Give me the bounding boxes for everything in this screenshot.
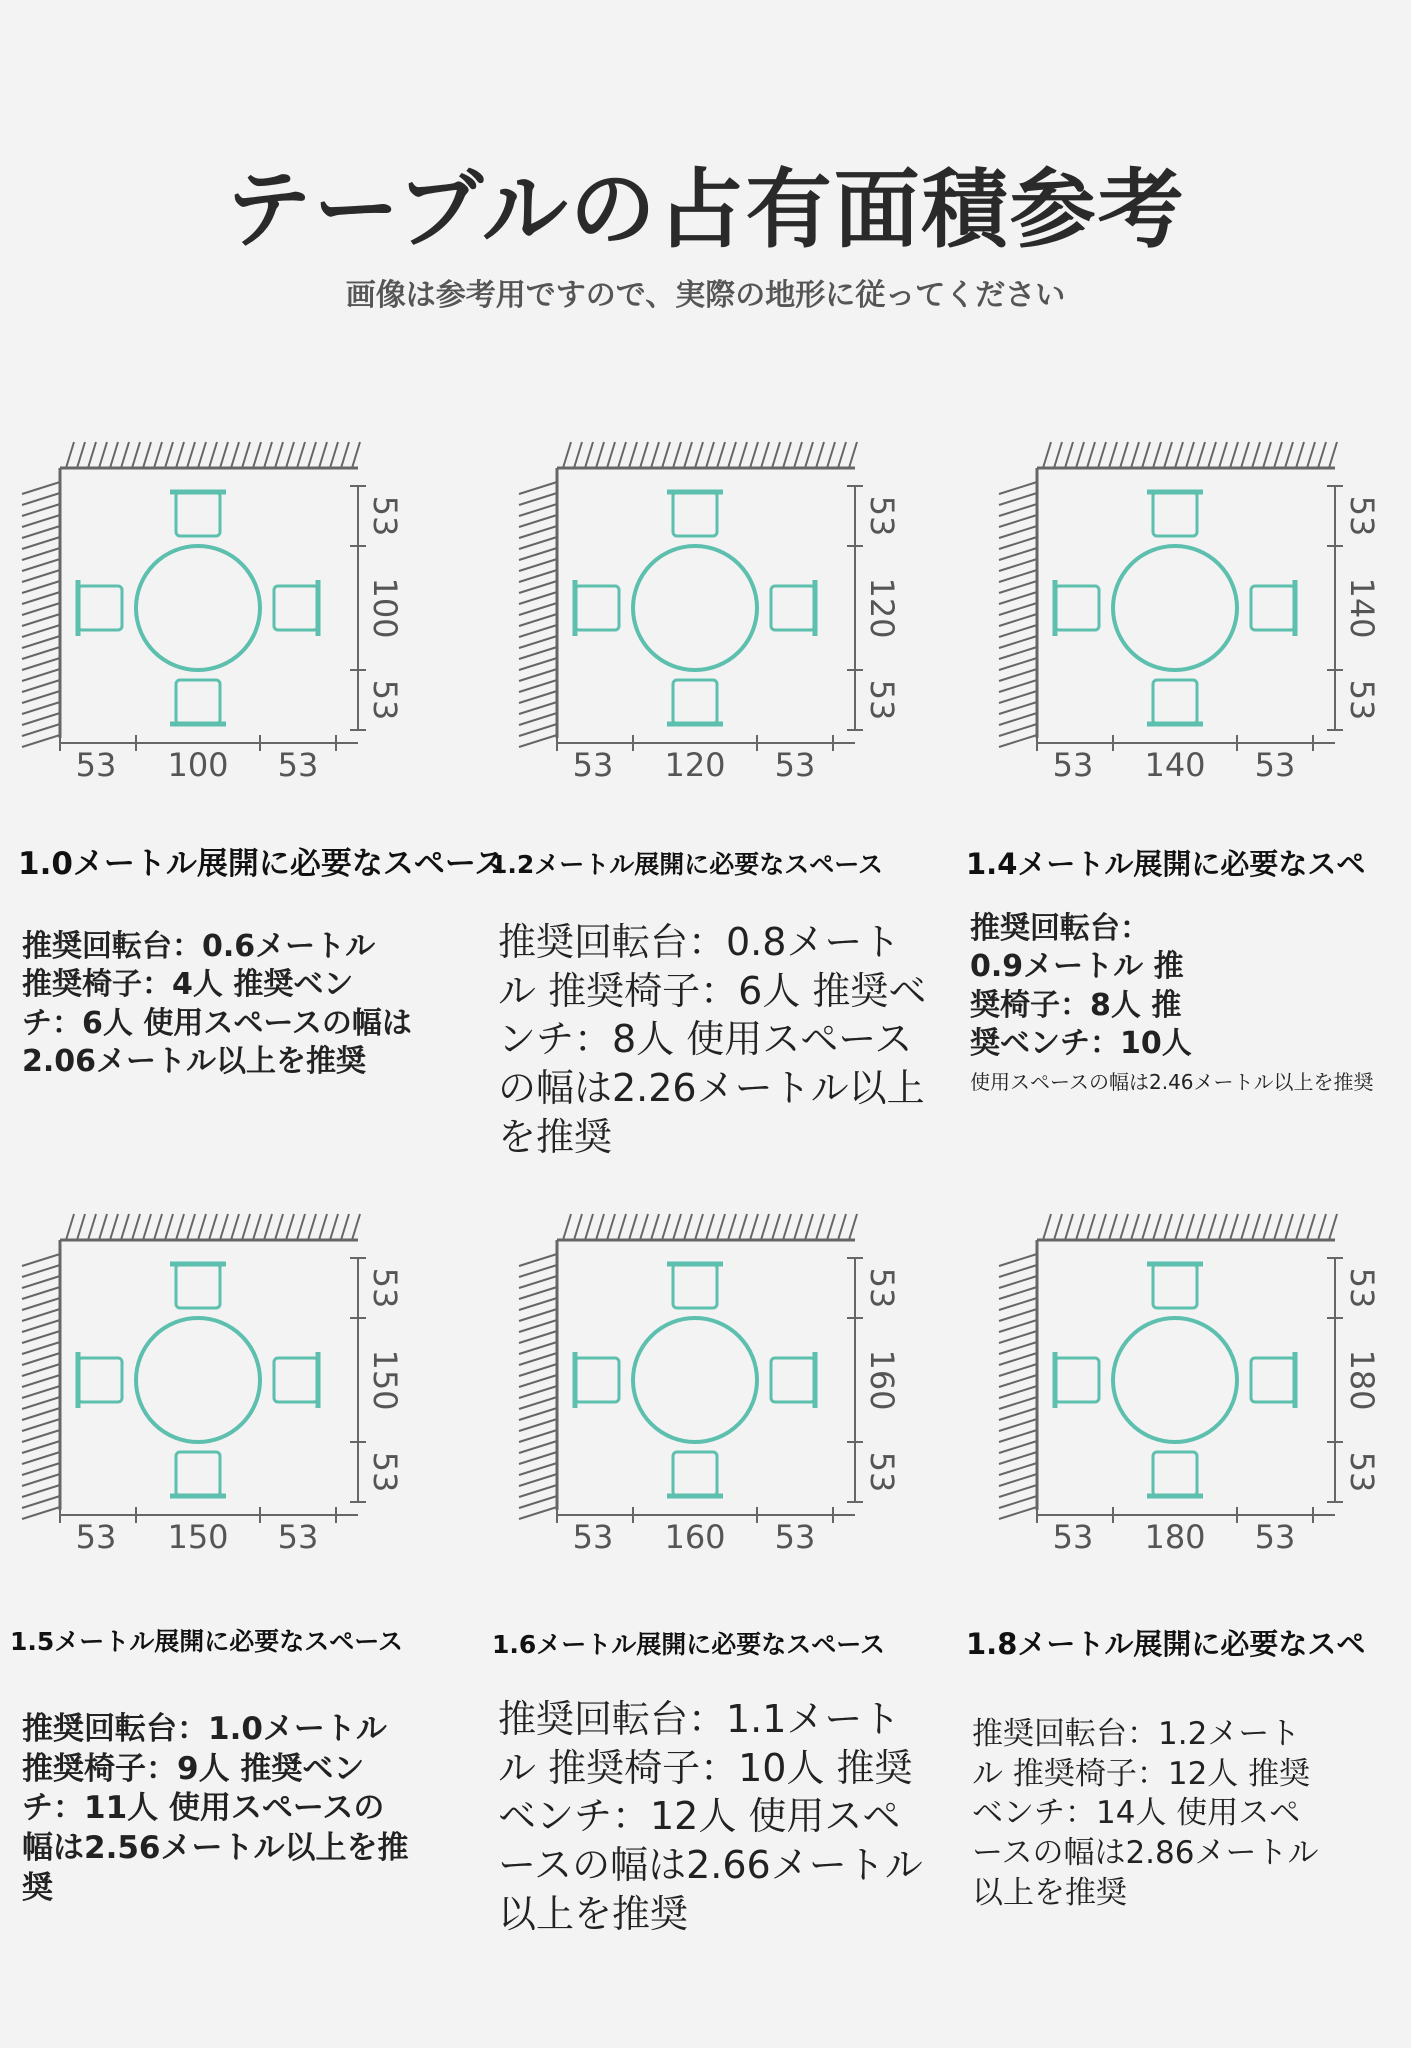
dimension-label-horizontal: 53 [572,1518,614,1556]
dimension-label-horizontal: 53 [774,746,816,784]
panel-heading-2: 1.2メートル展開に必要なスペース [490,850,884,879]
dimension-vertical [1327,1258,1343,1502]
dimension-label-horizontal: 53 [774,1518,816,1556]
floor-plan [995,1210,1381,1556]
round-table [136,1318,260,1442]
dimension-label-horizontal: 53 [277,1518,319,1556]
chair-left [575,1352,619,1408]
chair-top [170,1264,226,1308]
table-diagram-2 [515,438,901,784]
dimension-label-horizontal: 53 [1052,746,1094,784]
dimension-vertical [350,486,366,730]
panel-description-5: 推奨回転台：1.1メートル 推奨椅子：10人 推奨ベンチ：12人 使用スペースの幅は2.66メートル以上を推奨 [498,1697,923,1936]
chair-top [1147,492,1203,536]
dimension-label-horizontal: 53 [1052,1518,1094,1556]
dimension-label-horizontal: 160 [664,1518,726,1556]
chair-top [667,492,723,536]
dimension-label-horizontal: 120 [664,746,726,784]
round-table [136,546,260,670]
dimension-label-horizontal: 140 [1144,746,1206,784]
chair-bottom [170,680,226,724]
dimension-label-vertical: 53 [863,495,901,537]
page-subtitle: 画像は参考用ですので、実際の地形に従ってください [345,278,1066,313]
chair-right [1251,1352,1295,1408]
panel-description-6: 推奨回転台：1.2メートル 推奨椅子：12人 推奨ベンチ：14人 使用スペースの幅は2.86メートル以上を推奨 [972,1716,1319,1911]
chair-top [1147,1264,1203,1308]
chair-right [274,1352,318,1408]
round-table [1113,546,1237,670]
wall-top-hatch [1037,442,1337,468]
round-table [633,1318,757,1442]
wall-top-hatch [60,1214,360,1240]
dimension-label-vertical: 53 [1343,495,1381,537]
wall-left-hatch [999,468,1037,747]
panel-heading-4: 1.5メートル展開に必要なスペース [10,1627,404,1656]
floor-plan [18,1210,404,1556]
wall-top-hatch [557,442,857,468]
dimension-label-vertical: 53 [1343,1267,1381,1309]
dimension-label-horizontal: 53 [75,746,117,784]
dimension-label-vertical: 53 [366,679,404,721]
chair-bottom [170,1452,226,1496]
panel-description-1: 推奨回転台：0.6メートル 推奨椅子：4人 推奨ベンチ：6人 使用スペースの幅は2.06メートル以上を推奨 [22,929,412,1080]
chair-bottom [1147,680,1203,724]
dimension-vertical [1327,486,1343,730]
wall-top-hatch [557,1214,857,1240]
dimension-label-vertical: 120 [863,577,901,639]
wall-top-hatch [1037,1214,1337,1240]
floor-plan [995,438,1381,784]
dimension-label-vertical: 180 [1343,1349,1381,1411]
panel-description-3 [970,910,1374,1095]
dimension-label-vertical: 100 [366,577,404,639]
dimension-label-vertical: 53 [863,1267,901,1309]
panel-heading-1: 1.0メートル展開に必要なスペース [18,846,506,882]
chair-left [1055,580,1099,636]
table-diagram-5 [515,1210,901,1556]
chair-bottom [1147,1452,1203,1496]
chair-left [575,580,619,636]
wall-top-hatch [60,442,360,468]
dimension-label-vertical: 53 [366,1267,404,1309]
chair-right [771,1352,815,1408]
dimension-label-vertical: 140 [1343,577,1381,639]
chair-right [274,580,318,636]
dimension-label-vertical: 160 [863,1349,901,1411]
panel-description-3-main: 推奨回転台：0.9メートル 推奨椅子：8人 推奨ベンチ：10人 [970,911,1192,1062]
panel-heading-5: 1.6メートル展開に必要なスペース [492,1630,886,1659]
dimension-label-horizontal: 53 [277,746,319,784]
dimension-label-horizontal: 53 [75,1518,117,1556]
table-diagram-1 [18,438,404,784]
page-title: テーブルの占有面積参考 [225,160,1186,260]
floor-plan [515,1210,901,1556]
panel-description-2: 推奨回転台：0.8メートル 推奨椅子：6人 推奨ベンチ：8人 使用スペースの幅は2.26メートル以上を推奨 [498,920,927,1159]
panel-heading-6: 1.8メートル展開に必要なスペ [966,1627,1366,1661]
dimension-label-horizontal: 180 [1144,1518,1206,1556]
round-table [633,546,757,670]
table-diagram-6 [995,1210,1381,1556]
chair-left [78,1352,122,1408]
dimension-label-vertical: 53 [863,679,901,721]
wall-left-hatch [519,468,557,747]
dimension-label-horizontal: 53 [1254,1518,1296,1556]
dimension-vertical [350,1258,366,1502]
dimension-label-horizontal: 53 [572,746,614,784]
wall-left-hatch [22,468,60,747]
dimension-vertical [847,1258,863,1502]
chair-left [1055,1352,1099,1408]
dimension-label-vertical: 53 [366,1451,404,1493]
panel-description-4: 推奨回転台：1.0メートル 推奨椅子：9人 推奨ベンチ：11人 使用スペースの幅は2.56メートル以上を推奨 [22,1711,409,1906]
table-diagram-3 [995,438,1381,784]
dimension-label-vertical: 53 [863,1451,901,1493]
dimension-label-vertical: 53 [1343,679,1381,721]
wall-left-hatch [999,1240,1037,1519]
dimension-label-vertical: 53 [1343,1451,1381,1493]
floor-plan [515,438,901,784]
wall-left-hatch [22,1240,60,1519]
panel-note-3: 使用スペースの幅は2.46メートル以上を推奨 [970,1069,1374,1094]
wall-left-hatch [519,1240,557,1519]
chair-right [1251,580,1295,636]
chair-left [78,580,122,636]
dimension-label-horizontal: 100 [167,746,229,784]
chair-bottom [667,680,723,724]
chair-bottom [667,1452,723,1496]
round-table [1113,1318,1237,1442]
chair-right [771,580,815,636]
table-diagram-4 [18,1210,404,1556]
dimension-label-horizontal: 150 [167,1518,229,1556]
floor-plan [18,438,404,784]
dimension-vertical [847,486,863,730]
panel-heading-3: 1.4メートル展開に必要なスペ [966,847,1366,881]
chair-top [667,1264,723,1308]
dimension-label-vertical: 150 [366,1349,404,1411]
dimension-label-vertical: 53 [366,495,404,537]
chair-top [170,492,226,536]
dimension-label-horizontal: 53 [1254,746,1296,784]
